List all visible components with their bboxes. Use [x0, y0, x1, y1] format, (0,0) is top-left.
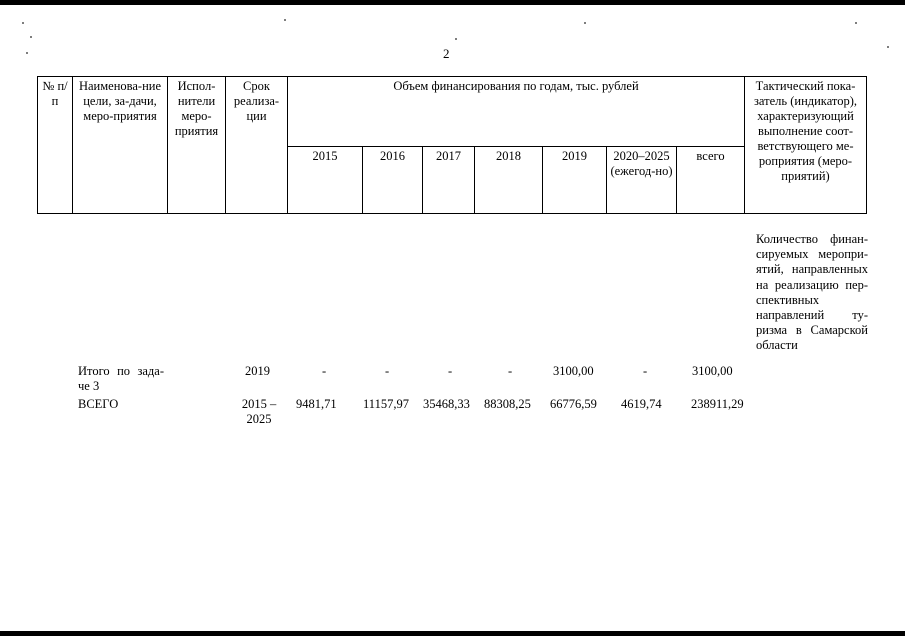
header-total: всего: [677, 147, 745, 214]
row-value-2017: -: [448, 364, 453, 378]
row-value-2020-2025: -: [643, 364, 648, 378]
row-term: 2015 – 2025: [241, 397, 277, 426]
row-value-2019: 3100,00: [553, 364, 594, 378]
top-border-rule: [0, 0, 905, 5]
header-year-2015: 2015: [288, 147, 363, 214]
row-value-2020-2025: 4619,74: [621, 397, 662, 411]
row-value-2016: 11157,97: [363, 397, 409, 411]
scan-speck: [30, 36, 32, 38]
table-row: [0, 364, 905, 396]
scan-speck: [22, 22, 24, 24]
header-year-2018: 2018: [475, 147, 543, 214]
header-executors: Испол-нители меро-приятия: [168, 77, 226, 214]
scan-speck: [887, 46, 889, 48]
header-indicator: Тактический пока-затель (индикатор), характеризующий выполнение соот-ветствующего ме-роприятия (меро-приятий): [745, 77, 867, 214]
funding-table-header: [37, 76, 867, 214]
header-term: Срок реализа-ции: [226, 77, 288, 214]
scan-speck: [455, 38, 457, 40]
header-year-2017: 2017: [423, 147, 475, 214]
row-value-2016: -: [385, 364, 390, 378]
header-year-2016: 2016: [363, 147, 423, 214]
bottom-border-rule: [0, 631, 905, 636]
scan-speck: [855, 22, 857, 24]
indicator-note: Количество финан-сируемых меропри-ятий, направленных на реализацию пер-спективных направлений ту-ризма в Самарской области: [756, 232, 868, 353]
row-label: Итого по зада-че 3: [78, 364, 164, 393]
row-term: 2019: [245, 364, 270, 378]
table-row: [0, 397, 905, 431]
scan-speck: [26, 52, 28, 54]
header-num: № п/п: [38, 77, 73, 214]
row-value-total: 238911,29: [691, 397, 744, 411]
row-value-2018: 88308,25: [484, 397, 531, 411]
scan-speck: [284, 19, 286, 21]
row-value-total: 3100,00: [692, 364, 733, 378]
row-value-2017: 35468,33: [423, 397, 470, 411]
page-number: 2: [443, 46, 450, 61]
header-funding-title: Объем финансирования по годам, тыс. рублей: [288, 77, 745, 147]
row-value-2015: 9481,71: [296, 397, 337, 411]
header-year-2020-2025: 2020–2025 (ежегод-но): [607, 147, 677, 214]
row-label: ВСЕГО: [78, 397, 119, 411]
header-year-2019: 2019: [543, 147, 607, 214]
scan-speck: [584, 22, 586, 24]
row-value-2018: -: [508, 364, 513, 378]
row-value-2019: 66776,59: [550, 397, 597, 411]
row-value-2015: -: [322, 364, 327, 378]
header-name: Наименова-ние цели, за-дачи, меро-приятия: [73, 77, 168, 214]
